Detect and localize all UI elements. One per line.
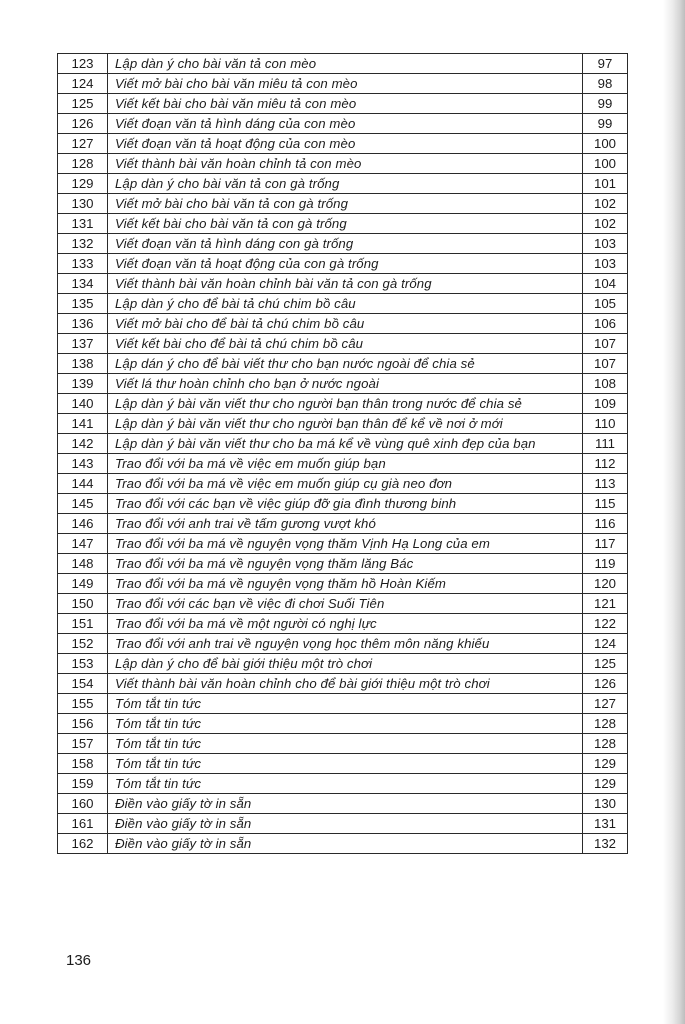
lesson-number: 151 bbox=[58, 614, 108, 634]
lesson-number: 123 bbox=[58, 54, 108, 74]
page-reference: 101 bbox=[583, 174, 628, 194]
page-reference: 99 bbox=[583, 114, 628, 134]
lesson-number: 132 bbox=[58, 234, 108, 254]
page-reference: 129 bbox=[583, 754, 628, 774]
lesson-number: 147 bbox=[58, 534, 108, 554]
lesson-title: Viết đoạn văn tả hình dáng của con mèo bbox=[108, 114, 583, 134]
table-row bbox=[58, 434, 628, 454]
table-row bbox=[58, 774, 628, 794]
lesson-title: Điền vào giấy tờ in sẵn bbox=[108, 814, 583, 834]
page-reference: 105 bbox=[583, 294, 628, 314]
lesson-title: Trao đổi với ba má về việc em muốn giúp cụ già neo đơn bbox=[108, 474, 583, 494]
page-reference: 103 bbox=[583, 234, 628, 254]
page-reference: 115 bbox=[583, 494, 628, 514]
table-row bbox=[58, 194, 628, 214]
page-reference: 125 bbox=[583, 654, 628, 674]
lesson-number: 124 bbox=[58, 74, 108, 94]
lesson-number: 135 bbox=[58, 294, 108, 314]
lesson-title: Lập dàn ý bài văn viết thư cho người bạn thân để kể về nơi ở mới bbox=[108, 414, 583, 434]
lesson-title: Điền vào giấy tờ in sẵn bbox=[108, 834, 583, 854]
lesson-title: Viết thành bài văn hoàn chỉnh cho để bài giới thiệu một trò chơi bbox=[108, 674, 583, 694]
table-row bbox=[58, 114, 628, 134]
lesson-number: 133 bbox=[58, 254, 108, 274]
lesson-number: 140 bbox=[58, 394, 108, 414]
lesson-title: Viết lá thư hoàn chỉnh cho bạn ở nước ngoài bbox=[108, 374, 583, 394]
lesson-number: 129 bbox=[58, 174, 108, 194]
lesson-number: 146 bbox=[58, 514, 108, 534]
lesson-title: Viết kết bài cho bài văn miêu tả con mèo bbox=[108, 94, 583, 114]
lesson-title: Lập dàn ý cho để bài tả chú chim bồ câu bbox=[108, 294, 583, 314]
page-reference: 107 bbox=[583, 334, 628, 354]
page-reference: 109 bbox=[583, 394, 628, 414]
page-reference: 120 bbox=[583, 574, 628, 594]
lesson-number: 143 bbox=[58, 454, 108, 474]
lesson-title: Trao đổi với ba má về nguyện vọng thăm lăng Bác bbox=[108, 554, 583, 574]
table-row bbox=[58, 454, 628, 474]
table-row bbox=[58, 74, 628, 94]
lesson-title: Viết thành bài văn hoàn chỉnh bài văn tả con gà trống bbox=[108, 274, 583, 294]
lesson-number: 159 bbox=[58, 774, 108, 794]
lesson-number: 160 bbox=[58, 794, 108, 814]
lesson-title: Lập dàn ý bài văn viết thư cho ba má kể về vùng quê xinh đẹp của bạn bbox=[108, 434, 583, 454]
toc-body bbox=[58, 54, 628, 854]
table-row bbox=[58, 634, 628, 654]
table-row bbox=[58, 594, 628, 614]
lesson-number: 130 bbox=[58, 194, 108, 214]
lesson-title: Tóm tắt tin tức bbox=[108, 714, 583, 734]
lesson-number: 131 bbox=[58, 214, 108, 234]
lesson-number: 142 bbox=[58, 434, 108, 454]
table-row bbox=[58, 734, 628, 754]
lesson-number: 153 bbox=[58, 654, 108, 674]
lesson-title: Viết đoạn văn tả hình dáng con gà trống bbox=[108, 234, 583, 254]
table-row bbox=[58, 694, 628, 714]
lesson-title: Trao đổi với ba má về nguyện vọng thăm Vịnh Hạ Long của em bbox=[108, 534, 583, 554]
page-reference: 97 bbox=[583, 54, 628, 74]
table-row bbox=[58, 54, 628, 74]
table-row bbox=[58, 294, 628, 314]
page-reference: 130 bbox=[583, 794, 628, 814]
page-reference: 131 bbox=[583, 814, 628, 834]
table-row bbox=[58, 534, 628, 554]
lesson-number: 150 bbox=[58, 594, 108, 614]
lesson-title: Viết đoạn văn tả hoạt động của con gà trống bbox=[108, 254, 583, 274]
lesson-title: Viết đoạn văn tả hoạt động của con mèo bbox=[108, 134, 583, 154]
lesson-title: Lập dàn ý cho bài văn tả con mèo bbox=[108, 54, 583, 74]
table-row bbox=[58, 394, 628, 414]
lesson-number: 144 bbox=[58, 474, 108, 494]
table-row bbox=[58, 234, 628, 254]
lesson-number: 158 bbox=[58, 754, 108, 774]
lesson-number: 161 bbox=[58, 814, 108, 834]
lesson-title: Viết kết bài cho để bài tả chú chim bồ câu bbox=[108, 334, 583, 354]
lesson-title: Tóm tắt tin tức bbox=[108, 754, 583, 774]
table-of-contents bbox=[57, 53, 628, 854]
table-row bbox=[58, 334, 628, 354]
lesson-title: Trao đổi với các bạn về việc giúp đỡ gia đình thương binh bbox=[108, 494, 583, 514]
page-reference: 128 bbox=[583, 714, 628, 734]
lesson-title: Viết thành bài văn hoàn chỉnh tả con mèo bbox=[108, 154, 583, 174]
lesson-number: 126 bbox=[58, 114, 108, 134]
page-reference: 117 bbox=[583, 534, 628, 554]
page-reference: 129 bbox=[583, 774, 628, 794]
lesson-title: Lập dán ý cho để bài viết thư cho bạn nước ngoài để chia sẻ bbox=[108, 354, 583, 374]
page-reference: 132 bbox=[583, 834, 628, 854]
lesson-title: Trao đổi với ba má về một người có nghị lực bbox=[108, 614, 583, 634]
table-row bbox=[58, 274, 628, 294]
page-reference: 127 bbox=[583, 694, 628, 714]
page-reference: 122 bbox=[583, 614, 628, 634]
page-reference: 113 bbox=[583, 474, 628, 494]
table-row bbox=[58, 754, 628, 774]
lesson-number: 148 bbox=[58, 554, 108, 574]
lesson-number: 157 bbox=[58, 734, 108, 754]
table-row bbox=[58, 654, 628, 674]
lesson-number: 149 bbox=[58, 574, 108, 594]
lesson-title: Lập dàn ý cho để bài giới thiệu một trò chơi bbox=[108, 654, 583, 674]
page-edge-shadow bbox=[663, 0, 685, 1024]
table-row bbox=[58, 214, 628, 234]
lesson-title: Trao đổi với ba má về nguyện vọng thăm hồ Hoàn Kiếm bbox=[108, 574, 583, 594]
table-row bbox=[58, 614, 628, 634]
lesson-number: 127 bbox=[58, 134, 108, 154]
page-reference: 98 bbox=[583, 74, 628, 94]
lesson-title: Viết mở bài cho bài văn tả con gà trống bbox=[108, 194, 583, 214]
table-row bbox=[58, 174, 628, 194]
lesson-number: 139 bbox=[58, 374, 108, 394]
table-row bbox=[58, 154, 628, 174]
lesson-number: 125 bbox=[58, 94, 108, 114]
page-reference: 103 bbox=[583, 254, 628, 274]
table-row bbox=[58, 834, 628, 854]
page-reference: 108 bbox=[583, 374, 628, 394]
page-reference: 128 bbox=[583, 734, 628, 754]
lesson-title: Tóm tắt tin tức bbox=[108, 734, 583, 754]
table-row bbox=[58, 354, 628, 374]
table-row bbox=[58, 414, 628, 434]
lesson-title: Trao đổi với anh trai về tấm gương vượt khó bbox=[108, 514, 583, 534]
lesson-title: Viết kết bài cho bài văn tả con gà trống bbox=[108, 214, 583, 234]
lesson-number: 155 bbox=[58, 694, 108, 714]
page-reference: 112 bbox=[583, 454, 628, 474]
page-reference: 102 bbox=[583, 194, 628, 214]
lesson-title: Trao đổi với các bạn về việc đi chơi Suối Tiên bbox=[108, 594, 583, 614]
page-reference: 110 bbox=[583, 414, 628, 434]
table-row bbox=[58, 674, 628, 694]
table-row bbox=[58, 554, 628, 574]
page-reference: 102 bbox=[583, 214, 628, 234]
table-row bbox=[58, 494, 628, 514]
lesson-title: Viết mở bài cho bài văn miêu tả con mèo bbox=[108, 74, 583, 94]
table-row bbox=[58, 314, 628, 334]
page-reference: 119 bbox=[583, 554, 628, 574]
lesson-title: Lập dàn ý bài văn viết thư cho người bạn thân trong nước để chia sẻ bbox=[108, 394, 583, 414]
lesson-number: 152 bbox=[58, 634, 108, 654]
lesson-number: 154 bbox=[58, 674, 108, 694]
table-row bbox=[58, 574, 628, 594]
table-row bbox=[58, 794, 628, 814]
lesson-title: Lập dàn ý cho bài văn tả con gà trống bbox=[108, 174, 583, 194]
page-reference: 126 bbox=[583, 674, 628, 694]
page-reference: 106 bbox=[583, 314, 628, 334]
lesson-number: 145 bbox=[58, 494, 108, 514]
table-row bbox=[58, 474, 628, 494]
page-reference: 107 bbox=[583, 354, 628, 374]
lesson-number: 134 bbox=[58, 274, 108, 294]
table-row bbox=[58, 514, 628, 534]
lesson-number: 137 bbox=[58, 334, 108, 354]
lesson-title: Viết mở bài cho để bài tả chú chim bồ câu bbox=[108, 314, 583, 334]
page-reference: 99 bbox=[583, 94, 628, 114]
lesson-number: 128 bbox=[58, 154, 108, 174]
lesson-number: 156 bbox=[58, 714, 108, 734]
page-reference: 116 bbox=[583, 514, 628, 534]
table-row bbox=[58, 134, 628, 154]
page-number: 136 bbox=[66, 952, 92, 969]
lesson-number: 138 bbox=[58, 354, 108, 374]
lesson-number: 136 bbox=[58, 314, 108, 334]
page-reference: 121 bbox=[583, 594, 628, 614]
table-row bbox=[58, 94, 628, 114]
lesson-title: Tóm tắt tin tức bbox=[108, 694, 583, 714]
lesson-number: 141 bbox=[58, 414, 108, 434]
page-reference: 111 bbox=[583, 434, 628, 454]
lesson-number: 162 bbox=[58, 834, 108, 854]
table-row bbox=[58, 254, 628, 274]
page-reference: 104 bbox=[583, 274, 628, 294]
page-reference: 100 bbox=[583, 154, 628, 174]
page-reference: 124 bbox=[583, 634, 628, 654]
page-reference: 100 bbox=[583, 134, 628, 154]
lesson-title: Trao đổi với anh trai về nguyện vọng học thêm môn năng khiếu bbox=[108, 634, 583, 654]
lesson-title: Tóm tắt tin tức bbox=[108, 774, 583, 794]
lesson-title: Trao đổi với ba má về việc em muốn giúp bạn bbox=[108, 454, 583, 474]
table-row bbox=[58, 714, 628, 734]
table-row bbox=[58, 814, 628, 834]
lesson-title: Điền vào giấy tờ in sẵn bbox=[108, 794, 583, 814]
table-row bbox=[58, 374, 628, 394]
